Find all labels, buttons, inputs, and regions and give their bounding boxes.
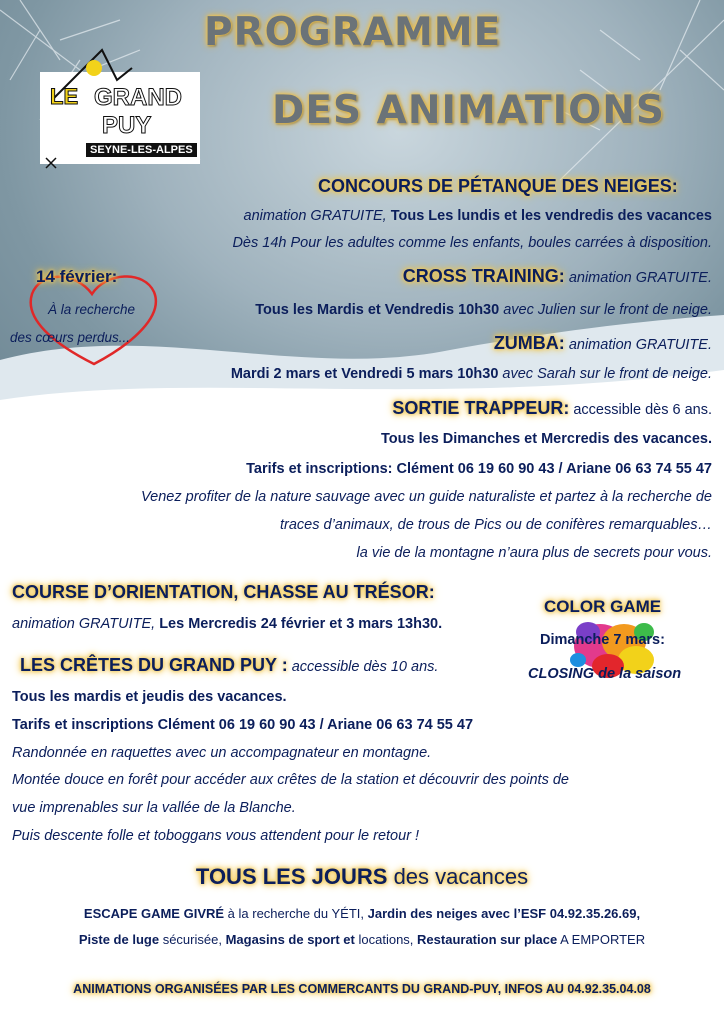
- logo-subtitle: SEYNE-LES-ALPES: [86, 143, 197, 157]
- trappeur-desc-3: la vie de la montagne n’aura plus de secrets pour vous.: [356, 545, 712, 561]
- side-note-line-1: À la recherche: [48, 302, 136, 317]
- title-line-2: DES ANIMATIONS: [272, 88, 665, 133]
- cretes-days: Tous les mardis et jeudis des vacances.: [12, 689, 287, 705]
- daily-line-2: [0, 932, 724, 947]
- trappeur-desc-2: traces d’animaux, de trous de Pics ou de conifères remarquables…: [280, 517, 712, 533]
- side-note-date: 14 février:: [36, 267, 118, 286]
- cretes-tarifs: Tarifs et inscriptions Clément 06 19 60 90 43 / Ariane 06 63 74 55 47: [12, 717, 474, 733]
- trappeur-desc-1: Venez profiter de la nature sauvage avec un guide naturaliste et partez à la recherche de: [141, 489, 712, 505]
- petanque-heading: CONCOURS DE PÉTANQUE DES NEIGES:: [318, 176, 678, 196]
- cross-line: [255, 302, 712, 318]
- trappeur-heading-line: [392, 398, 712, 419]
- color-game-heading: COLOR GAME: [544, 597, 662, 616]
- cross-heading-line: [403, 266, 712, 287]
- color-game-date: Dimanche 7 mars:: [540, 632, 665, 648]
- zumba-heading-line: [494, 333, 712, 354]
- orientation-days: Les Mercredis 24 février et 3 mars 13h30.: [159, 616, 443, 632]
- cross-heading: CROSS TRAINING:: [402, 266, 565, 286]
- logo-word-grand: GRAND: [94, 84, 182, 111]
- petanque-line-1: [244, 208, 712, 224]
- piste-de-luge-rest: sécurisée,: [162, 932, 222, 947]
- daily-line-1: [0, 906, 724, 921]
- footer-info: ANIMATIONS ORGANISÉES PAR LES COMMERCANTS DU GRAND-PUY, INFOS AU 04.92.35.04.08: [73, 982, 651, 996]
- petanque-days: Tous Les lundis et les vendredis des vacances: [390, 208, 712, 224]
- orientation-line: [12, 616, 442, 632]
- cross-days: Tous les Mardis et Vendredis 10h30: [255, 302, 500, 318]
- title-line-1: PROGRAMME: [204, 10, 502, 55]
- magasins: Magasins de sport et: [225, 932, 355, 947]
- cretes-desc-2: Montée douce en forêt pour accéder aux crêtes de la station et découvrir des points de: [12, 772, 569, 788]
- trappeur-age: accessible dès 6 ans.: [573, 402, 712, 418]
- cretes-heading: LES CRÊTES DU GRAND PUY :: [20, 655, 288, 675]
- daily-heading-rest: des vacances: [393, 864, 529, 889]
- cretes-desc-4: Puis descente folle et toboggans vous attendent pour le retour !: [12, 828, 420, 844]
- zumba-free: animation GRATUITE.: [568, 337, 712, 353]
- a-emporter: A EMPORTER: [560, 932, 646, 947]
- trappeur-heading: SORTIE TRAPPEUR:: [392, 398, 570, 418]
- daily-heading-bold: TOUS LES JOURS: [195, 864, 388, 889]
- zumba-heading: ZUMBA:: [493, 333, 565, 353]
- petanque-free: animation GRATUITE,: [243, 208, 387, 224]
- logo-word-le: LE: [50, 84, 79, 109]
- cross-rest: avec Julien sur le front de neige.: [503, 302, 712, 318]
- cretes-desc-1: Randonnée en raquettes avec un accompagnateur en montagne.: [12, 745, 432, 761]
- cretes-age: accessible dès 10 ans.: [291, 659, 439, 675]
- cretes-desc-3: vue imprenables sur la vallée de la Blanche.: [12, 800, 296, 816]
- color-game-closing: CLOSING de la saison: [528, 666, 682, 682]
- cretes-heading-line: [20, 655, 438, 676]
- piste-de-luge: Piste de luge: [78, 932, 160, 947]
- restauration: Restauration sur place: [417, 932, 558, 947]
- zumba-line: [231, 366, 712, 382]
- trappeur-tarifs: Tarifs et inscriptions: Clément 06 19 60 90 43 / Ariane 06 63 74 55 47: [246, 461, 712, 477]
- orientation-free: animation GRATUITE,: [12, 616, 156, 632]
- zumba-rest: avec Sarah sur le front de neige.: [502, 366, 712, 382]
- locations: locations,: [358, 932, 414, 947]
- orientation-heading: COURSE D’ORIENTATION, CHASSE AU TRÉSOR:: [12, 582, 435, 602]
- escape-game-rest: à la recherche du YÉTI,: [227, 906, 365, 921]
- petanque-line-2: Dès 14h Pour les adultes comme les enfants, boules carrées à disposition.: [232, 235, 712, 251]
- logo-word-puy: PUY: [102, 112, 152, 139]
- jardin-des-neiges: Jardin des neiges avec l’ESF 04.92.35.26.69,: [367, 906, 641, 921]
- zumba-days: Mardi 2 mars et Vendredi 5 mars 10h30: [230, 366, 499, 382]
- side-note-line-2: des cœurs perdus...: [10, 330, 131, 345]
- grand-puy-logo: [32, 40, 208, 180]
- daily-heading: [0, 864, 724, 890]
- trappeur-days: Tous les Dimanches et Mercredis des vacances.: [381, 431, 712, 447]
- escape-game: ESCAPE GAME GIVRÉ: [83, 906, 225, 921]
- cross-free: animation GRATUITE.: [568, 270, 712, 286]
